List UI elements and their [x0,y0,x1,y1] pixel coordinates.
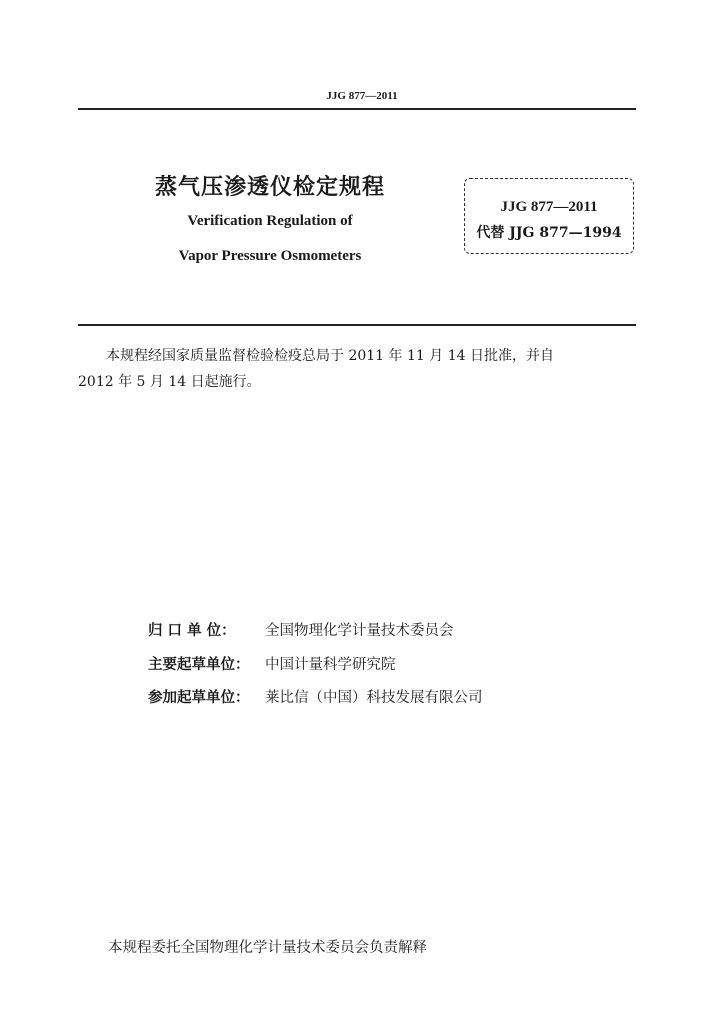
header-standard-code: JJG 877—2011 [326,90,398,102]
title-chinese: 蒸气压渗透仪检定规程 [154,175,385,200]
org-value: 莱比信（中国）科技发展有限公司 [265,690,483,706]
org-value: 全国物理化学计量技术委员会 [265,623,454,639]
title-rule [78,324,636,326]
code-box-replaces: 代替 JJG 877—1994 [476,225,622,241]
org-row-participating-drafter [148,686,483,707]
org-label: 主要起草单位： [148,657,250,673]
org-row-responsible [148,619,454,640]
footer-interpretation-note: 本规程委托全国物理化学计量技术委员会负责解释 [108,940,427,956]
org-label: 参加起草单位： [148,690,250,706]
org-label: 归 口 单 位： [148,623,236,639]
replacement-code-box [464,178,634,254]
approval-line1: 本规程经国家质量监督检验检疫总局于 2011 年 11 月 14 日批准，并自 [106,348,554,364]
org-row-main-drafter [148,653,396,674]
header-rule [78,108,636,110]
code-box-current: JJG 877—2011 [500,199,598,215]
approval-paragraph [78,343,636,395]
title-english-line1: Verification Regulation of [187,213,353,229]
approval-line2: 2012 年 5 月 14 日起施行。 [78,374,261,390]
org-value: 中国计量科学研究院 [265,657,396,673]
title-english-line2: Vapor Pressure Osmometers [178,248,362,264]
